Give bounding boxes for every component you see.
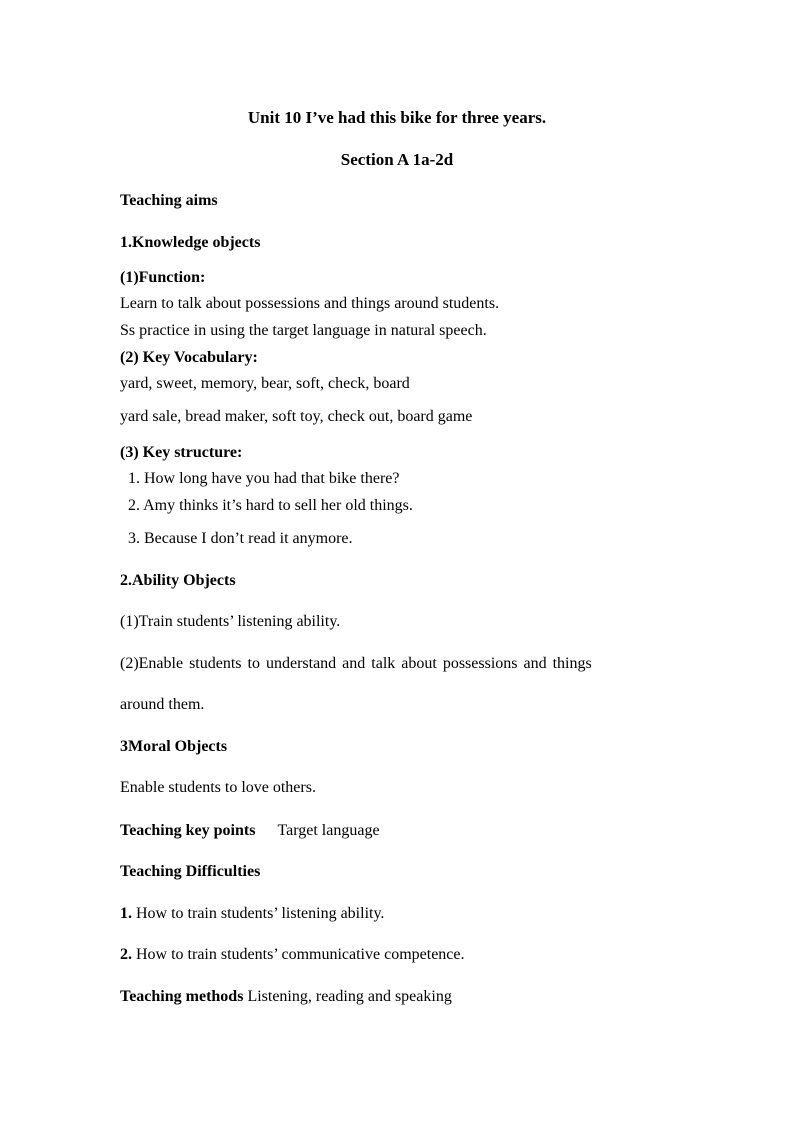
ability-item-2-line-2: around them. xyxy=(120,696,205,713)
vocabulary-line-1: yard, sweet, memory, bear, soft, check, board xyxy=(120,375,410,392)
moral-objects-text: Enable students to love others. xyxy=(120,779,316,796)
document-subtitle: Section A 1a-2d xyxy=(340,150,454,169)
knowledge-objects-heading: 1.Knowledge objects xyxy=(120,234,261,251)
methods-value: Listening, reading and speaking xyxy=(247,988,452,1005)
key-points-label: Teaching key points xyxy=(120,822,256,839)
ability-item-1: (1)Train students’ listening ability. xyxy=(120,613,341,630)
function-line-1: Learn to talk about possessions and things around students. xyxy=(120,295,500,312)
ability-item-2-line-1: (2)Enable students to understand and talk about possessions and things xyxy=(120,655,592,672)
structure-item-2: 2. Amy thinks it’s hard to sell her old things. xyxy=(128,497,413,514)
difficulty-item-1 xyxy=(120,904,384,924)
teaching-aims-heading: Teaching aims xyxy=(120,192,218,209)
key-points-value: Target language xyxy=(277,822,380,839)
vocabulary-heading: (2) Key Vocabulary: xyxy=(120,349,258,366)
structure-heading: (3) Key structure: xyxy=(120,444,243,461)
ability-objects-heading: 2.Ability Objects xyxy=(120,572,236,589)
key-points-row xyxy=(120,821,380,841)
function-heading: (1)Function: xyxy=(120,269,206,286)
structure-item-3: 3. Because I don’t read it anymore. xyxy=(128,530,353,547)
difficulty-item-2 xyxy=(120,945,465,965)
difficulty-number-2: 2. xyxy=(120,946,132,963)
difficulty-text-2: How to train students’ communicative competence. xyxy=(136,946,465,963)
vocabulary-line-2: yard sale, bread maker, soft toy, check out, board game xyxy=(120,408,473,425)
difficulty-text-1: How to train students’ listening ability. xyxy=(136,905,385,922)
structure-item-1: 1. How long have you had that bike there? xyxy=(128,470,400,487)
methods-row xyxy=(120,987,452,1007)
difficulty-number-1: 1. xyxy=(120,905,132,922)
moral-objects-heading: 3Moral Objects xyxy=(120,738,228,755)
document-title: Unit 10 I’ve had this bike for three years. xyxy=(247,108,547,127)
difficulties-heading: Teaching Difficulties xyxy=(120,863,261,880)
methods-label: Teaching methods xyxy=(120,988,244,1005)
function-line-2: Ss practice in using the target language in natural speech. xyxy=(120,322,487,339)
